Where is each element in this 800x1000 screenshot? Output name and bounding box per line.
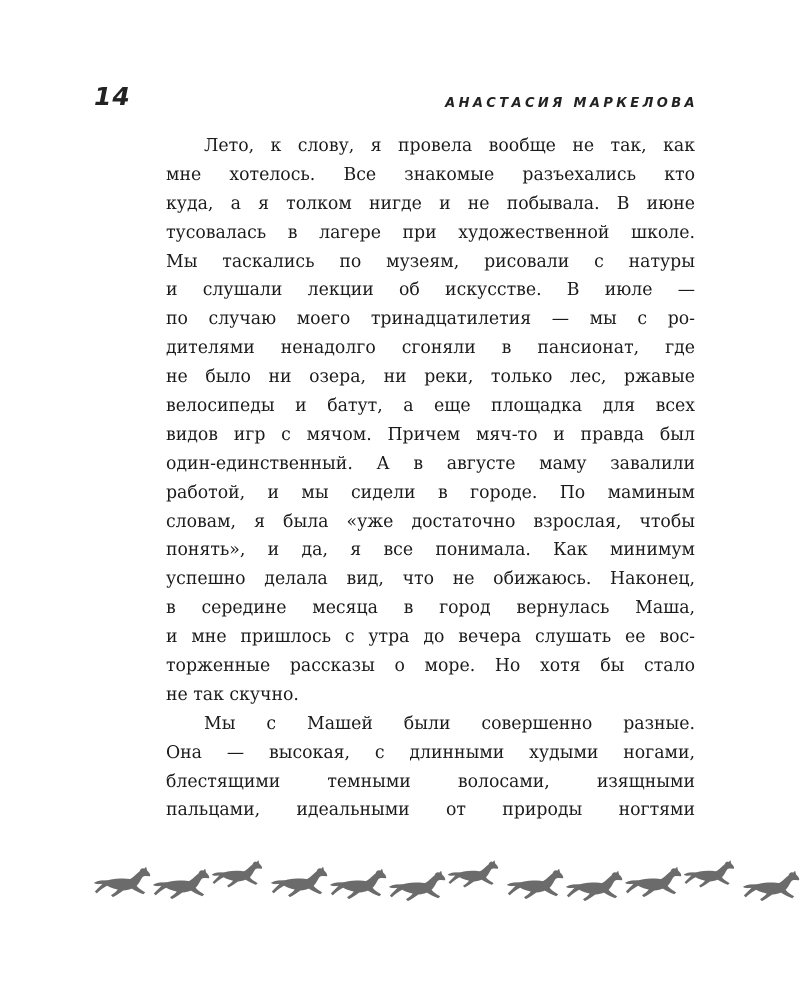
body-text (166, 132, 695, 825)
horse-icon (507, 869, 563, 899)
text-line: Мы с Машей были совершенно разные. (204, 713, 695, 734)
running-head-author: АНАСТАСИЯ МАРКЕЛОВА (445, 96, 698, 111)
horse-icon (271, 867, 327, 897)
text-line: велосипеды и батут, а еще площадка для всех (166, 396, 695, 417)
horse-icon (330, 869, 386, 899)
text-line: и мне пришлось с утра до вечера слушать ее вос- (166, 627, 695, 648)
text-line: в середине месяца в город вернулась Маша, (166, 598, 695, 619)
horse-icon (625, 867, 681, 897)
text-line: Мы таскались по музеям, рисовали с натуры (166, 251, 695, 272)
page-number: 14 (94, 82, 131, 111)
horse-icon (448, 860, 498, 887)
text-line: один-единственный. А в августе маму завалили (166, 453, 695, 474)
running-horses-icon (92, 852, 800, 904)
text-line: Она — высокая, с длинными худыми ногами, (166, 742, 695, 763)
text-line: Лето, к слову, я провела вообще не так, как (204, 136, 695, 156)
text-line: словам, я была «уже достаточно взрослая, чтобы (166, 511, 695, 532)
running-horses-ornament (92, 852, 800, 904)
paragraph-1 (166, 132, 695, 710)
horse-icon (389, 871, 445, 901)
text-line: блестящими темными волосами, изящными (166, 771, 695, 792)
text-line: и слушали лекции об искусстве. В июле — (166, 280, 695, 301)
horse-icon (743, 871, 799, 901)
text-line: куда, а я толком нигде и не побывала. В июне (166, 193, 695, 214)
text-line: мне хотелось. Все знакомые разъехались кто (166, 164, 695, 185)
text-line: пальцами, идеальными от природы ногтями (166, 800, 695, 821)
text-line: по случаю моего тринадцатилетия — мы с ро- (166, 309, 695, 330)
horse-icon (94, 867, 150, 897)
text-line: видов игр с мячом. Причем мяч-то и правда был (166, 424, 695, 445)
text-line: торженные рассказы о море. Но хотя бы стало (166, 656, 695, 677)
text-line: дителями ненадолго сгоняли в пансионат, где (166, 338, 695, 359)
paragraph-2 (166, 710, 695, 826)
horse-icon (684, 860, 734, 887)
text-line: не так скучно. (166, 684, 299, 705)
text-line: успешно делала вид, что не обижаюсь. Наконец, (166, 569, 695, 590)
text-line: понять», и да, я все понимала. Как минимум (166, 540, 695, 561)
text-line: тусовалась в лагере при художественной школе. (166, 222, 695, 243)
horse-icon (153, 869, 209, 899)
horse-icon (212, 860, 262, 887)
text-line: не было ни озера, ни реки, только лес, ржавые (166, 367, 695, 388)
text-line: работой, и мы сидели в городе. По маминым (166, 482, 695, 503)
horse-icon (566, 871, 622, 901)
